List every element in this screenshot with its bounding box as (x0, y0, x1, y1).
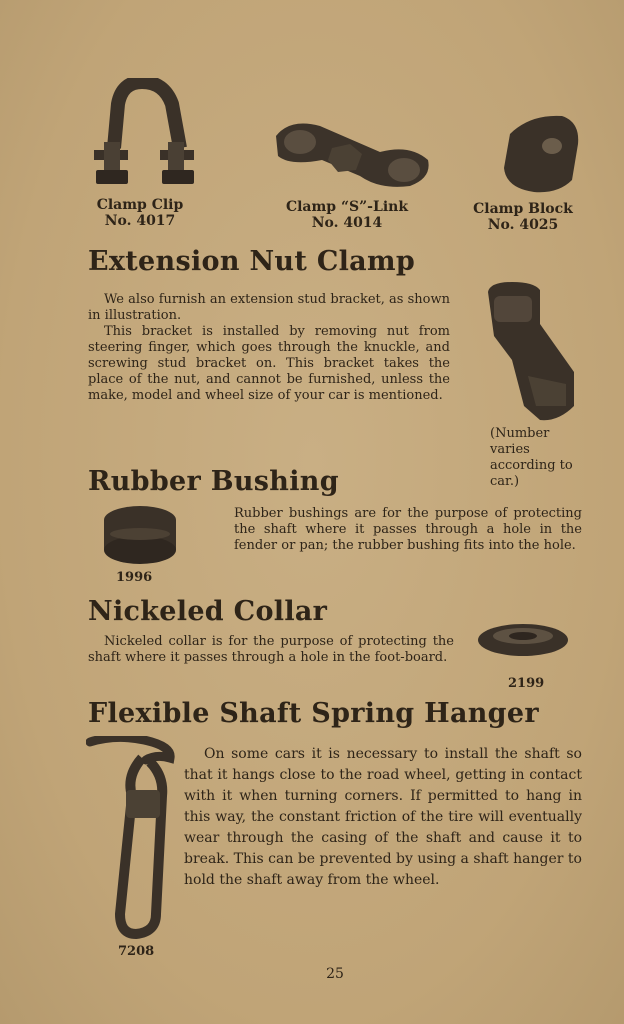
nickeled-collar-text (88, 634, 454, 666)
clamp-block-name: Clamp Block (473, 201, 573, 217)
clamp-s-link-name: Clamp “S”-Link (285, 199, 409, 215)
page-number: 25 (326, 966, 344, 982)
rubber-bushing-number: 1996 (116, 570, 153, 585)
rubber-bushing-illustration (100, 502, 180, 568)
clamp-block-caption (458, 201, 588, 233)
flexible-shaft-spring-hanger-heading: Flexible Shaft Spring Hanger (88, 698, 539, 729)
clamp-clip-illustration (88, 78, 196, 190)
extension-paragraph-1: We also furnish an extension stud bracket, as shown in illustration. (88, 292, 450, 323)
clamp-block-illustration (500, 110, 584, 196)
clamp-clip-name: Clamp Clip (96, 197, 184, 213)
nickeled-collar-paragraph: Nickeled collar is for the purpose of protecting the shaft where it passes through a hole in the foot-board. (88, 634, 454, 665)
spring-hanger-paragraph: On some cars it is necessary to install the shaft so that it hangs close to the road wheel, getting in contact with it when turning corners. If permitted to hang in this way, the constant friction of the tire will eventually wear through the casing of the shaft and cause it to break. This can be prevented by using a shaft hanger to hold the shaft away from the wheel. (184, 746, 582, 888)
nickeled-collar-heading: Nickeled Collar (88, 596, 328, 627)
clamp-s-link-caption (262, 199, 432, 231)
extension-stud-bracket-illustration (484, 280, 580, 424)
extension-paragraph-2: This bracket is installed by removing nut from steering finger, which goes through the knuckle, and screwing stud bracket on. This bracket takes the place of the nut, and cannot be furnished, unless the make, model and wheel size of your car is mentioned. (88, 324, 450, 403)
nickeled-collar-number: 2199 (508, 676, 545, 691)
nickeled-collar-illustration (476, 618, 570, 664)
extension-nut-clamp-heading: Extension Nut Clamp (88, 246, 416, 277)
rubber-bushing-text: Rubber bushings are for the purpose of protecting the shaft where it passes through a hole in the fender or pan; the rubber bushing fits into the hole. (234, 506, 582, 553)
extension-nut-clamp-text (88, 292, 450, 404)
clamp-s-link-number: No. 4014 (311, 215, 383, 231)
spring-hanger-number: 7208 (118, 944, 155, 959)
clamp-block-number: No. 4025 (487, 217, 559, 233)
spring-hanger-text (184, 744, 582, 891)
number-varies-note: (Number varies according to car.) (490, 426, 573, 489)
clamp-clip-caption (70, 197, 210, 229)
clamp-clip-number: No. 4017 (104, 213, 176, 229)
spring-hanger-illustration (86, 736, 176, 942)
rubber-bushing-heading: Rubber Bushing (88, 466, 339, 497)
clamp-s-link-illustration (270, 116, 435, 192)
